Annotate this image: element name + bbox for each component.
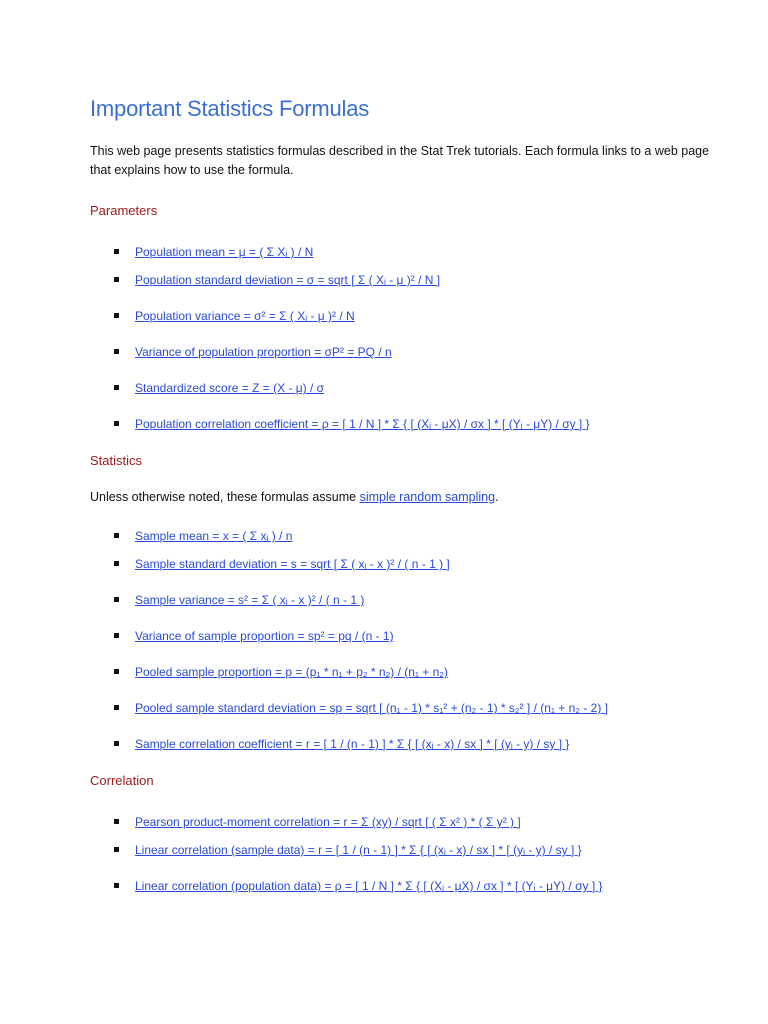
list-item	[90, 307, 710, 325]
formula-link-variance-population-proportion[interactable]: Variance of population proportion = σP² = PQ / n	[135, 345, 392, 359]
bullet-icon	[114, 597, 119, 602]
formula-link-pooled-sample-std-dev[interactable]: Pooled sample standard deviation = sp = sqrt [ (n₁ - 1) * s₁² + (n₂ - 1) * s₂² ] / (n₁ + n₂ - 2) ]	[135, 701, 608, 715]
list-item	[90, 243, 710, 261]
bullet-icon	[114, 385, 119, 390]
page-title: Important Statistics Formulas	[90, 96, 370, 121]
list-item	[90, 877, 710, 895]
intro-paragraph: This web page presents statistics formulas described in the Stat Trek tutorials. Each formula links to a web page that explains how to use the formula.	[90, 144, 710, 177]
bullet-icon	[114, 313, 119, 318]
bullet-icon	[114, 883, 119, 888]
statistics-note	[90, 490, 710, 504]
list-item	[90, 591, 710, 609]
bullet-icon	[114, 705, 119, 710]
formula-link-sample-variance[interactable]: Sample variance = s² = Σ ( xᵢ - x )² / ( n - 1 )	[135, 593, 365, 607]
bullet-icon	[114, 533, 119, 538]
bullet-icon	[114, 741, 119, 746]
list-item	[90, 379, 710, 397]
formula-link-sample-correlation[interactable]: Sample correlation coefficient = r = [ 1 / (n - 1) ] * Σ { [ (xᵢ - x) / sx ] * [ (yᵢ - y) / sy ] }	[135, 737, 570, 751]
correlation-formula-list	[90, 813, 710, 895]
formula-link-population-mean[interactable]: Population mean = μ = ( Σ Xᵢ ) / N	[135, 245, 314, 259]
section-heading-statistics: Statistics	[90, 453, 143, 468]
list-item	[90, 555, 710, 573]
list-item	[90, 627, 710, 645]
formula-link-pooled-sample-proportion[interactable]: Pooled sample proportion = p = (p₁ * n₁ + p₂ * n₂) / (n₁ + n₂)	[135, 665, 448, 679]
bullet-icon	[114, 349, 119, 354]
list-item	[90, 527, 710, 545]
document-body	[90, 94, 710, 895]
formula-link-sample-std-dev[interactable]: Sample standard deviation = s = sqrt [ Σ ( xᵢ - x )² / ( n - 1 ) ]	[135, 557, 450, 571]
section-heading-correlation: Correlation	[90, 773, 154, 788]
list-item	[90, 699, 710, 717]
formula-link-population-correlation[interactable]: Population correlation coefficient = ρ = [ 1 / N ] * Σ { [ (Xᵢ - μX) / σx ] * [ (Yᵢ - μY) / σy ] }	[135, 417, 590, 431]
formula-link-sample-mean[interactable]: Sample mean = x = ( Σ xᵢ ) / n	[135, 529, 293, 543]
formula-link-linear-correlation-sample[interactable]: Linear correlation (sample data) = r = [ 1 / (n - 1) ] * Σ { [ (xᵢ - x) / sx ] * [ (yᵢ - y) / sy ] }	[135, 843, 582, 857]
bullet-icon	[114, 669, 119, 674]
list-item	[90, 813, 710, 831]
formula-link-standardized-score[interactable]: Standardized score = Z = (X - μ) / σ	[135, 381, 325, 395]
bullet-icon	[114, 277, 119, 282]
parameters-formula-list	[90, 243, 710, 433]
bullet-icon	[114, 249, 119, 254]
bullet-icon	[114, 633, 119, 638]
section-heading-parameters: Parameters	[90, 203, 158, 218]
formula-link-population-variance[interactable]: Population variance = σ² = Σ ( Xᵢ - μ )² / N	[135, 309, 355, 323]
list-item	[90, 415, 710, 433]
statistics-note-text: Unless otherwise noted, these formulas assume	[90, 490, 360, 504]
list-item	[90, 343, 710, 361]
bullet-icon	[114, 421, 119, 426]
bullet-icon	[114, 561, 119, 566]
statistics-note-period: .	[495, 490, 499, 504]
list-item	[90, 271, 710, 289]
statistics-formula-list	[90, 527, 710, 753]
list-item	[90, 663, 710, 681]
simple-random-sampling-link[interactable]: simple random sampling	[359, 490, 496, 504]
formula-link-pearson-correlation[interactable]: Pearson product-moment correlation = r = Σ (xy) / sqrt [ ( Σ x² ) * ( Σ y² ) ]	[135, 815, 521, 829]
formula-link-linear-correlation-population[interactable]: Linear correlation (population data) = ρ = [ 1 / N ] * Σ { [ (Xᵢ - μX) / σx ] * [ (Yᵢ - μY) / σy ] }	[135, 879, 603, 893]
formula-link-population-std-dev[interactable]: Population standard deviation = σ = sqrt [ Σ ( Xᵢ - μ )² / N ]	[135, 273, 441, 287]
list-item	[90, 841, 710, 859]
list-item	[90, 735, 710, 753]
bullet-icon	[114, 819, 119, 824]
formula-link-variance-sample-proportion[interactable]: Variance of sample proportion = sp² = pq / (n - 1)	[135, 629, 394, 643]
bullet-icon	[114, 847, 119, 852]
